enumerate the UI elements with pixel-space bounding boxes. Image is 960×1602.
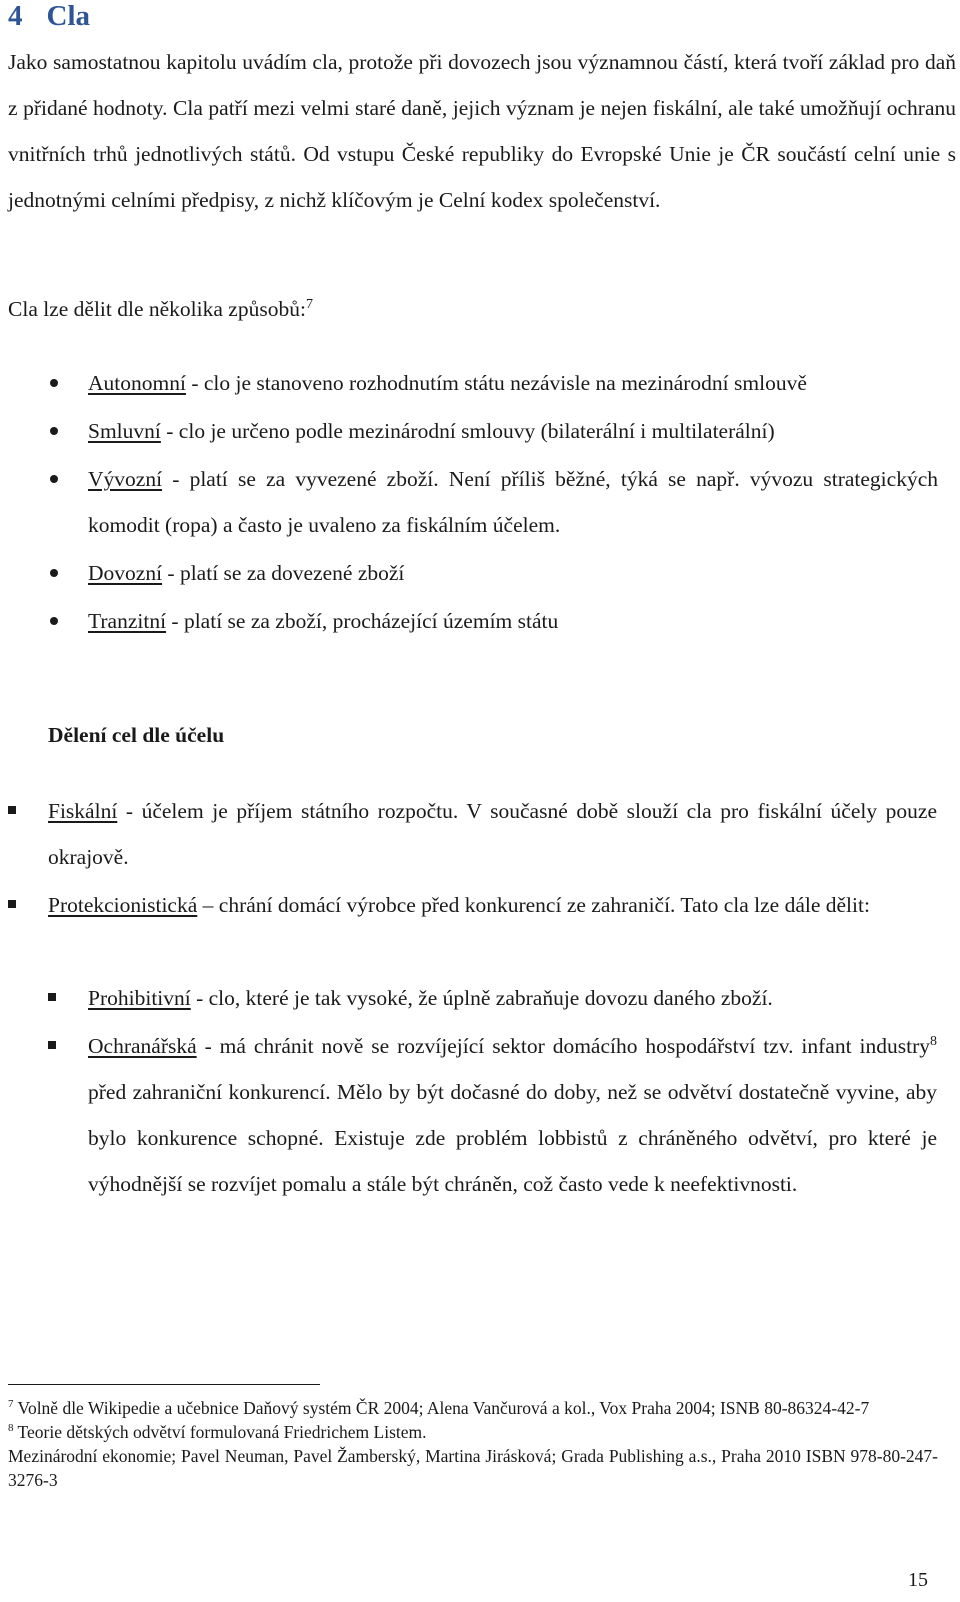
term-description: - platí se za vyvezené zboží. Není příliš běžné, týká se např. vývozu strategických komodit (ropa) a často je uvaleno za fiskálním účelem. (88, 467, 938, 537)
term-description: – chrání domácí výrobce před konkurencí ze zahraničí. Tato cla lze dále dělit: (197, 893, 870, 917)
term: Fiskální (48, 799, 118, 823)
bullet-dot-icon (50, 569, 58, 577)
purpose-list (0, 788, 960, 930)
footnote-ref-7: 7 (305, 296, 313, 312)
term: Vývozní (88, 467, 163, 491)
term-description: - účelem je příjem státního rozpočtu. V současné době slouží cla pro fiskální účely pouze okrajově. (48, 799, 937, 869)
term: Autonomní (88, 371, 186, 395)
list-item (0, 882, 937, 928)
list-item (0, 360, 938, 406)
list-item (0, 456, 938, 548)
term-description: - clo je určeno podle mezinárodní smlouvy (bilaterální i multilaterální) (160, 419, 775, 443)
list-item (0, 1023, 937, 1207)
term: Prohibitivní (88, 986, 191, 1010)
list-item (0, 788, 937, 880)
term: Protekcionistická (48, 893, 198, 917)
intro-paragraph: Jako samostatnou kapitolu uvádím cla, protože při dovozech jsou významnou částí, která tvoří základ pro daň z přidané hodnoty. Cla patří mezi velmi staré daně, jejich význam je nejen fiskální, ale také umožňují ochranu vnitřních trhů jednotlivých států. Od vstupu České republiky do Evropské Unie je ČR součástí celní unie s jednotnými celními předpisy, z nichž klíčovým je Celní kodex společenství. (8, 50, 956, 212)
bullet-dot-icon (50, 379, 58, 387)
term-description: - clo, které je tak vysoké, že úplně zabraňuje dovozu daného zboží. (190, 986, 773, 1010)
term-description: - clo je stanoveno rozhodnutím státu nezávisle na mezinárodní smlouvě (185, 371, 807, 395)
footnote-7 (8, 1396, 938, 1420)
bullet-dot-icon (50, 617, 58, 625)
footnote-separator (8, 1384, 320, 1385)
footnote-8-cont: Mezinárodní ekonomie; Pavel Neuman, Pavel Žamberský, Martina Jirásková; Grada Publishing a.s., Praha 2010 ISBN 978-80-247-3276-3 (8, 1446, 938, 1490)
section-subheading: Dělení cel dle účelu (48, 723, 225, 747)
term: Smluvní (88, 419, 161, 443)
chapter-heading (8, 0, 90, 32)
list-item (0, 408, 938, 454)
list-item (0, 598, 938, 644)
list-item (0, 550, 938, 596)
term-description: - platí se za dovezené zboží (162, 561, 405, 585)
term-description: - má chránit nově se rozvíjející sektor domácího hospodářství tzv. infant industry (196, 1034, 930, 1058)
footnote-text: Teorie dětských odvětví formulovaná Friedrichem Listem. (13, 1422, 427, 1442)
bullet-square-icon (8, 806, 16, 814)
bullet-square-icon (8, 900, 16, 908)
footnotes (8, 1396, 938, 1492)
division-intro (8, 294, 956, 324)
customs-types-list (0, 360, 960, 646)
bullet-dot-icon (50, 475, 58, 483)
page-number: 15 (908, 1569, 928, 1591)
footnote-text: Volně dle Wikipedie a učebnice Daňový systém ČR 2004; Alena Vančurová a kol., Vox Praha 2004; ISNB 80-86324-42-7 (13, 1398, 870, 1418)
chapter-number: 4 (8, 0, 23, 32)
footnote-number: 8 (8, 1422, 14, 1435)
term: Ochranářská (88, 1034, 197, 1058)
bullet-square-icon (48, 1041, 56, 1049)
chapter-title: Cla (46, 0, 90, 32)
bullet-dot-icon (50, 427, 58, 435)
footnote-ref-8: 8 (930, 1033, 937, 1049)
term-description-cont: před zahraniční konkurencí. Mělo by být dočasné do doby, než se odvětví dostatečně vyvine, aby bylo konkurence schopné. Existuje zde problém lobbistů z chráněného odvětví, pro které je výhodnější se rozvíjet pomalu a stále být chráněn, což často vede k neefektivnosti. (88, 1080, 937, 1196)
list-item (0, 975, 937, 1021)
term-description: - platí se za zboží, procházející územím státu (166, 609, 559, 633)
footnote-number: 7 (8, 1398, 14, 1411)
footnote-8 (8, 1420, 938, 1444)
protectionist-sublist (0, 975, 960, 1209)
bullet-square-icon (48, 993, 56, 1001)
term: Tranzitní (88, 609, 167, 633)
term: Dovozní (88, 561, 163, 585)
division-intro-text: Cla lze dělit dle několika způsobů: (8, 297, 306, 321)
